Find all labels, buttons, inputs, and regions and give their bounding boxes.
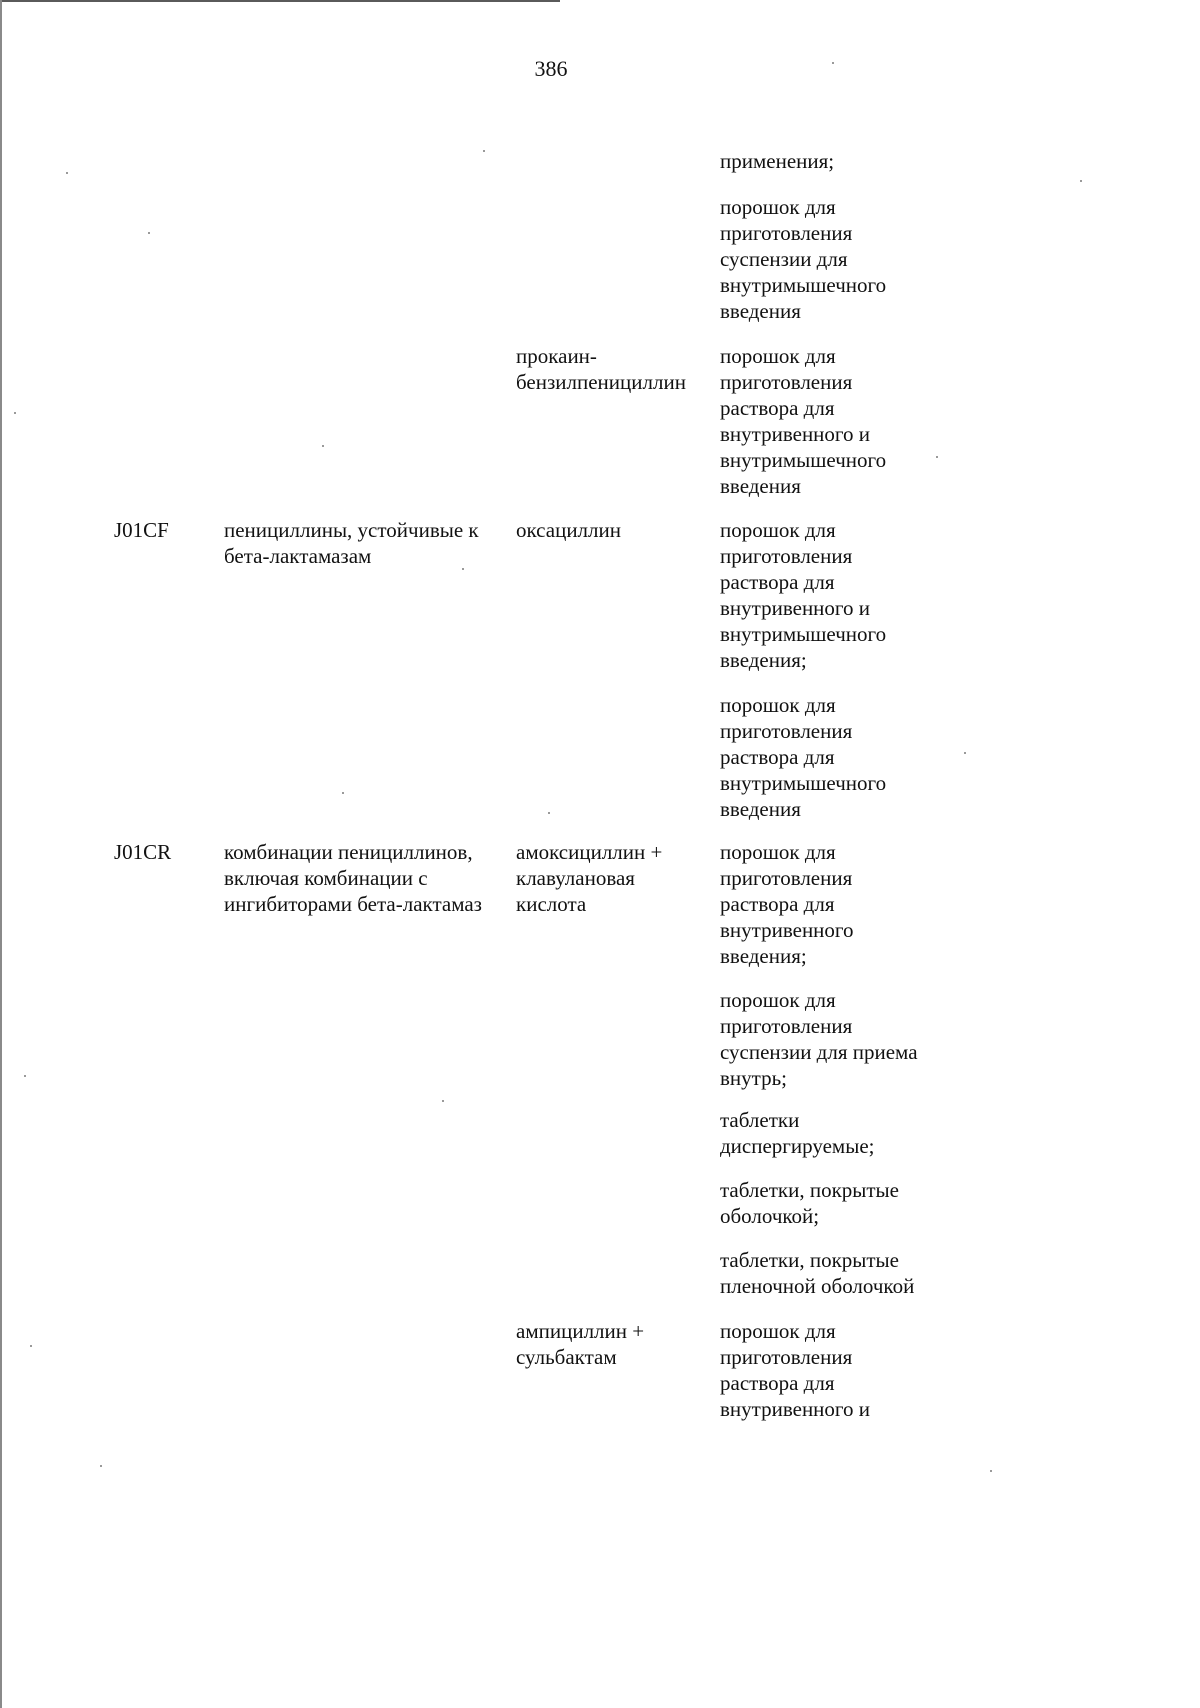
dosage-form-line: раствора для [720, 570, 835, 594]
drug-name-line: кислота [516, 892, 587, 916]
scan-speck [66, 172, 68, 174]
scan-speck [548, 812, 550, 814]
dosage-form-line: внутривенного и [720, 596, 870, 620]
dosage-form-line: внутримышечного [720, 622, 887, 646]
dosage-form-line: раствора для [720, 745, 835, 769]
dosage-form-line: приготовления [720, 1014, 853, 1038]
dosage-form-line: приготовления [720, 866, 853, 890]
scan-speck [322, 445, 324, 447]
dosage-form-line: введения [720, 299, 801, 323]
scan-speck [1080, 180, 1082, 182]
atc-code: J01CR [114, 840, 172, 864]
drug-name-line: сульбактам [516, 1345, 617, 1369]
dosage-form-line: приготовления [720, 544, 853, 568]
dosage-form-line: порошок для [720, 988, 836, 1012]
dosage-form-line: внутримышечного [720, 771, 887, 795]
drug-name-line: ампициллин + [516, 1319, 645, 1343]
dosage-form-line: порошок для [720, 693, 836, 717]
drug-name-line: прокаин- [516, 344, 597, 368]
dosage-form-line: суспензии для приема [720, 1040, 918, 1064]
dosage-form-line: применения; [720, 149, 835, 173]
dosage-form-line: таблетки [720, 1108, 800, 1132]
scan-speck [24, 1075, 26, 1077]
scan-speck [442, 1100, 444, 1102]
scan-speck [342, 792, 344, 794]
drug-name-line: оксациллин [516, 518, 621, 542]
drug-name-line: клавулановая [516, 866, 635, 890]
dosage-form-line: введения; [720, 944, 807, 968]
dosage-form-line: приготовления [720, 719, 853, 743]
dosage-form-line: суспензии для [720, 247, 848, 271]
atc-group-line: включая комбинации с [224, 866, 428, 890]
dosage-form-line: внутрь; [720, 1066, 787, 1090]
drug-name-line: амоксициллин + [516, 840, 663, 864]
dosage-form-line: раствора для [720, 1371, 835, 1395]
dosage-form-line: порошок для [720, 840, 836, 864]
dosage-form-line: диспергируемые; [720, 1134, 875, 1158]
dosage-form-line: оболочкой; [720, 1204, 820, 1228]
scan-speck [14, 412, 16, 414]
dosage-form-line: внутривенного и [720, 1397, 870, 1421]
scan-speck [30, 1345, 32, 1347]
dosage-form-line: таблетки, покрытые [720, 1178, 899, 1202]
atc-group-line: пенициллины, устойчивые к [224, 518, 479, 542]
dosage-form-line: приготовления [720, 370, 853, 394]
dosage-form-line: приготовления [720, 1345, 853, 1369]
dosage-form-line: порошок для [720, 344, 836, 368]
atc-code: J01CF [114, 518, 169, 542]
dosage-form-line: раствора для [720, 892, 835, 916]
scan-speck [936, 456, 938, 458]
dosage-form-line: внутривенного [720, 918, 854, 942]
drug-name-line: бензилпенициллин [516, 370, 686, 394]
dosage-form-line: пленочной оболочкой [720, 1274, 915, 1298]
scan-speck [832, 62, 834, 64]
dosage-form-line: порошок для [720, 195, 836, 219]
dosage-form-line: раствора для [720, 396, 835, 420]
dosage-form-line: порошок для [720, 1319, 836, 1343]
dosage-form-line: таблетки, покрытые [720, 1248, 899, 1272]
atc-group-line: комбинации пенициллинов, [224, 840, 473, 864]
dosage-form-line: внутримышечного [720, 273, 887, 297]
dosage-form-line: введения [720, 797, 801, 821]
dosage-form-line: введения [720, 474, 801, 498]
dosage-form-line: внутримышечного [720, 448, 887, 472]
atc-group-line: бета-лактамазам [224, 544, 372, 568]
scan-speck [462, 568, 464, 570]
page-number: 386 [534, 56, 568, 81]
dosage-form-line: введения; [720, 648, 807, 672]
atc-group-line: ингибиторами бета-лактамаз [224, 892, 482, 916]
scan-edge-top [0, 0, 560, 2]
scan-speck [148, 232, 150, 234]
dosage-form-line: приготовления [720, 221, 853, 245]
scan-speck [483, 150, 485, 152]
scan-edge-left [0, 0, 2, 1708]
scan-speck [964, 752, 966, 754]
scan-speck [100, 1465, 102, 1467]
dosage-form-line: порошок для [720, 518, 836, 542]
scan-speck [990, 1470, 992, 1472]
dosage-form-line: внутривенного и [720, 422, 870, 446]
